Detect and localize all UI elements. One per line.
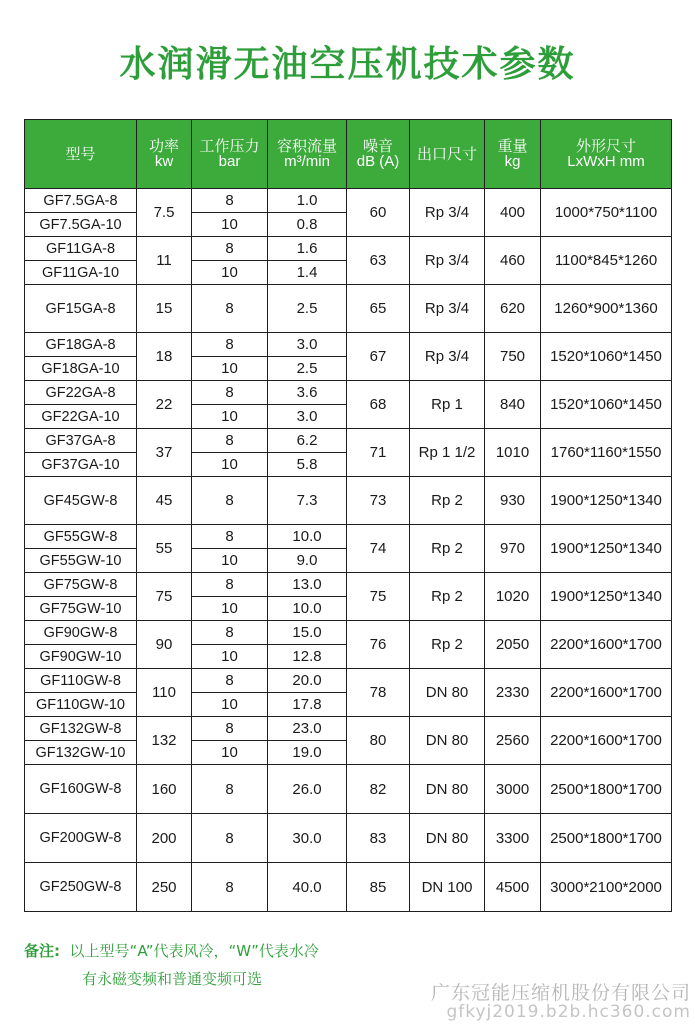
weight-cell: 930 (485, 477, 541, 525)
model-cell: GF45GW-8 (25, 477, 137, 525)
header-pressure-label: 工作压力 (199, 138, 260, 155)
outlet-cell: Rp 3/4 (410, 189, 485, 237)
noise-cell: 67 (347, 333, 410, 381)
flow-cell: 10.0 (268, 525, 347, 549)
flow-cell: 1.0 (268, 189, 347, 213)
pressure-cell: 8 (192, 814, 268, 863)
noise-cell: 60 (347, 189, 410, 237)
power-cell: 15 (137, 285, 192, 333)
model-cell: GF75GW-8 (25, 573, 137, 597)
weight-cell: 460 (485, 237, 541, 285)
flow-cell: 1.6 (268, 237, 347, 261)
header-flow-label: 容积流量 (276, 138, 337, 155)
flow-cell: 3.0 (268, 333, 347, 357)
dims-cell: 1760*1160*1550 (541, 429, 672, 477)
pressure-cell: 10 (192, 741, 268, 765)
footnote-label: 备注: (24, 942, 60, 960)
table-row (25, 189, 672, 213)
model-cell: GF90GW-8 (25, 621, 137, 645)
power-cell: 11 (137, 237, 192, 285)
outlet-cell: Rp 3/4 (410, 333, 485, 381)
flow-cell: 12.8 (268, 645, 347, 669)
flow-cell: 5.8 (268, 453, 347, 477)
table-header-row (25, 120, 672, 189)
table-row (25, 525, 672, 549)
pressure-cell: 10 (192, 405, 268, 429)
flow-cell: 9.0 (268, 549, 347, 573)
model-cell: GF250GW-8 (25, 863, 137, 912)
noise-cell: 73 (347, 477, 410, 525)
spec-table (24, 119, 672, 912)
pressure-cell: 8 (192, 333, 268, 357)
flow-cell: 19.0 (268, 741, 347, 765)
outlet-cell: Rp 2 (410, 573, 485, 621)
pressure-cell: 10 (192, 645, 268, 669)
pressure-cell: 8 (192, 621, 268, 645)
header-dims-label: 外形尺寸 (575, 138, 636, 155)
dims-cell: 2200*1600*1700 (541, 669, 672, 717)
power-cell: 90 (137, 621, 192, 669)
power-cell: 45 (137, 477, 192, 525)
pressure-cell: 10 (192, 357, 268, 381)
header-weight-label: 重量 (497, 138, 528, 155)
pressure-cell: 8 (192, 477, 268, 525)
table-row (25, 477, 672, 525)
flow-cell: 6.2 (268, 429, 347, 453)
noise-cell: 71 (347, 429, 410, 477)
table-row (25, 765, 672, 814)
model-cell: GF37GA-10 (25, 453, 137, 477)
pressure-cell: 10 (192, 453, 268, 477)
model-cell: GF37GA-8 (25, 429, 137, 453)
flow-cell: 3.0 (268, 405, 347, 429)
pressure-cell: 10 (192, 213, 268, 237)
dims-cell: 2500*1800*1700 (541, 765, 672, 814)
noise-cell: 65 (347, 285, 410, 333)
header-dims-unit: LxWxH mm (567, 153, 645, 170)
weight-cell: 620 (485, 285, 541, 333)
model-cell: GF7.5GA-10 (25, 213, 137, 237)
pressure-cell: 8 (192, 189, 268, 213)
website-watermark: gfkyj2019.b2b.hc360.com (446, 1002, 691, 1022)
pressure-cell: 10 (192, 597, 268, 621)
outlet-cell: Rp 2 (410, 477, 485, 525)
header-power-label: 功率 (148, 138, 179, 155)
dims-cell: 1900*1250*1340 (541, 477, 672, 525)
model-cell: GF200GW-8 (25, 814, 137, 863)
model-cell: GF11GA-10 (25, 261, 137, 285)
model-cell: GF110GW-8 (25, 669, 137, 693)
model-cell: GF90GW-10 (25, 645, 137, 669)
model-cell: GF160GW-8 (25, 765, 137, 814)
dims-cell: 2500*1800*1700 (541, 814, 672, 863)
dims-cell: 3000*2100*2000 (541, 863, 672, 912)
header-noise (347, 120, 410, 189)
header-power (137, 120, 192, 189)
pressure-cell: 8 (192, 237, 268, 261)
pressure-cell: 8 (192, 765, 268, 814)
header-outlet (410, 120, 485, 189)
footnote-line-1 (24, 940, 319, 961)
footnote-text-1: 以上型号“A”代表风冷，“W”代表水冷 (69, 942, 319, 960)
flow-cell: 26.0 (268, 765, 347, 814)
header-flow (268, 120, 347, 189)
weight-cell: 3000 (485, 765, 541, 814)
pressure-cell: 8 (192, 381, 268, 405)
dims-cell: 1900*1250*1340 (541, 573, 672, 621)
power-cell: 7.5 (137, 189, 192, 237)
flow-cell: 2.5 (268, 285, 347, 333)
table-row (25, 285, 672, 333)
noise-cell: 78 (347, 669, 410, 717)
flow-cell: 2.5 (268, 357, 347, 381)
model-cell: GF18GA-10 (25, 357, 137, 381)
flow-cell: 20.0 (268, 669, 347, 693)
outlet-cell: DN 80 (410, 814, 485, 863)
outlet-cell: Rp 2 (410, 621, 485, 669)
outlet-cell: DN 100 (410, 863, 485, 912)
model-cell: GF75GW-10 (25, 597, 137, 621)
weight-cell: 4500 (485, 863, 541, 912)
pressure-cell: 8 (192, 863, 268, 912)
power-cell: 160 (137, 765, 192, 814)
outlet-cell: Rp 2 (410, 525, 485, 573)
dims-cell: 1100*845*1260 (541, 237, 672, 285)
model-cell: GF18GA-8 (25, 333, 137, 357)
flow-cell: 1.4 (268, 261, 347, 285)
flow-cell: 3.6 (268, 381, 347, 405)
model-cell: GF132GW-8 (25, 717, 137, 741)
noise-cell: 63 (347, 237, 410, 285)
power-cell: 200 (137, 814, 192, 863)
header-weight (485, 120, 541, 189)
noise-cell: 75 (347, 573, 410, 621)
header-dims (541, 120, 672, 189)
dims-cell: 2200*1600*1700 (541, 621, 672, 669)
outlet-cell: DN 80 (410, 669, 485, 717)
pressure-cell: 10 (192, 549, 268, 573)
noise-cell: 80 (347, 717, 410, 765)
table-row (25, 814, 672, 863)
weight-cell: 1010 (485, 429, 541, 477)
page-title: 水润滑无油空压机技术参数 (119, 44, 576, 85)
header-pressure-unit: bar (218, 153, 241, 170)
model-cell: GF22GA-10 (25, 405, 137, 429)
dims-cell: 2200*1600*1700 (541, 717, 672, 765)
table-row (25, 381, 672, 405)
power-cell: 37 (137, 429, 192, 477)
weight-cell: 750 (485, 333, 541, 381)
table-row (25, 717, 672, 741)
power-cell: 75 (137, 573, 192, 621)
pressure-cell: 8 (192, 717, 268, 741)
header-model (25, 120, 137, 189)
pressure-cell: 10 (192, 693, 268, 717)
outlet-cell: DN 80 (410, 717, 485, 765)
flow-cell: 10.0 (268, 597, 347, 621)
table-row (25, 333, 672, 357)
pressure-cell: 10 (192, 261, 268, 285)
power-cell: 18 (137, 333, 192, 381)
weight-cell: 400 (485, 189, 541, 237)
header-noise-label: 噪音 (362, 138, 393, 155)
outlet-cell: Rp 1 (410, 381, 485, 429)
header-noise-unit: dB (A) (356, 153, 400, 170)
power-cell: 110 (137, 669, 192, 717)
model-cell: GF22GA-8 (25, 381, 137, 405)
model-cell: GF15GA-8 (25, 285, 137, 333)
table-row (25, 237, 672, 261)
weight-cell: 2050 (485, 621, 541, 669)
weight-cell: 2560 (485, 717, 541, 765)
noise-cell: 82 (347, 765, 410, 814)
dims-cell: 1900*1250*1340 (541, 525, 672, 573)
table-row (25, 863, 672, 912)
noise-cell: 74 (347, 525, 410, 573)
flow-cell: 30.0 (268, 814, 347, 863)
model-cell: GF55GW-8 (25, 525, 137, 549)
outlet-cell: Rp 3/4 (410, 237, 485, 285)
footnote-text-2: 有永磁变频和普通变频可选 (82, 970, 263, 988)
weight-cell: 970 (485, 525, 541, 573)
pressure-cell: 8 (192, 429, 268, 453)
model-cell: GF110GW-10 (25, 693, 137, 717)
power-cell: 132 (137, 717, 192, 765)
header-weight-unit: kg (504, 153, 521, 170)
model-cell: GF11GA-8 (25, 237, 137, 261)
weight-cell: 1020 (485, 573, 541, 621)
table-row (25, 573, 672, 597)
model-cell: GF55GW-10 (25, 549, 137, 573)
model-cell: GF7.5GA-8 (25, 189, 137, 213)
header-pressure (192, 120, 268, 189)
power-cell: 250 (137, 863, 192, 912)
header-flow-unit: m³/min (284, 153, 330, 170)
dims-cell: 1520*1060*1450 (541, 381, 672, 429)
flow-cell: 40.0 (268, 863, 347, 912)
weight-cell: 840 (485, 381, 541, 429)
header-outlet-label: 出口尺寸 (416, 145, 477, 163)
header-power-unit: kw (154, 153, 174, 170)
outlet-cell: Rp 3/4 (410, 285, 485, 333)
weight-cell: 3300 (485, 814, 541, 863)
outlet-cell: Rp 1 1/2 (410, 429, 485, 477)
table-body (25, 189, 672, 912)
flow-cell: 17.8 (268, 693, 347, 717)
noise-cell: 68 (347, 381, 410, 429)
flow-cell: 23.0 (268, 717, 347, 741)
dims-cell: 1000*750*1100 (541, 189, 672, 237)
power-cell: 22 (137, 381, 192, 429)
power-cell: 55 (137, 525, 192, 573)
table-row (25, 429, 672, 453)
pressure-cell: 8 (192, 285, 268, 333)
dims-cell: 1260*900*1360 (541, 285, 672, 333)
table-row (25, 669, 672, 693)
dims-cell: 1520*1060*1450 (541, 333, 672, 381)
pressure-cell: 8 (192, 573, 268, 597)
flow-cell: 13.0 (268, 573, 347, 597)
company-watermark: 广东冠能压缩机股份有限公司 (430, 982, 691, 1004)
table-row (25, 621, 672, 645)
noise-cell: 85 (347, 863, 410, 912)
noise-cell: 76 (347, 621, 410, 669)
weight-cell: 2330 (485, 669, 541, 717)
outlet-cell: DN 80 (410, 765, 485, 814)
noise-cell: 83 (347, 814, 410, 863)
model-cell: GF132GW-10 (25, 741, 137, 765)
header-model-label: 型号 (65, 145, 96, 163)
pressure-cell: 8 (192, 669, 268, 693)
flow-cell: 15.0 (268, 621, 347, 645)
flow-cell: 7.3 (268, 477, 347, 525)
pressure-cell: 8 (192, 525, 268, 549)
flow-cell: 0.8 (268, 213, 347, 237)
